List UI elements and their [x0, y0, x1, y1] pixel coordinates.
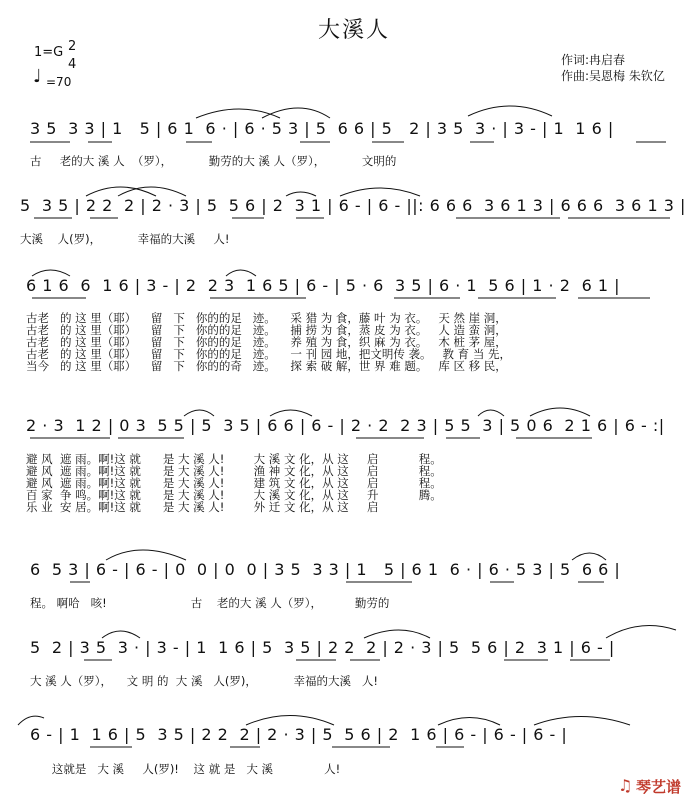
- slur-mark: [606, 626, 676, 639]
- lyricist-credit: 作词:冉启春: [561, 53, 626, 67]
- slur-mark: [438, 718, 500, 726]
- lyric-row-3-line-3: 古老 的 这 里（耶） 留 下 你的的足 迹。 养 殖 为 食，织 麻 为 衣。 木 桩 茅 屋，: [26, 335, 507, 349]
- notation-row-2: 5 3 5 | 2 2 2 | 2 · 3 | 5 5 6 | 2 3 1 | 6 - | 6 - ||: 6 6 6 3 6 1 3 | 6 6 6 3 6 1 3 |: [20, 196, 686, 215]
- slur-mark: [184, 410, 214, 416]
- notation-row-5: 6 5 3 | 6 - | 6 - | 0 0 | 0 0 | 3 5 3 3 | 1 5 | 6 1 6 · | 6 · 5 3 | 5 6 6 |: [30, 560, 621, 579]
- lyric-row-5-line-1: 程。 啊哈 咳! 古 老的大 溪 人（罗）， 勤劳的: [30, 596, 390, 610]
- lyric-row-3-line-5: 当今 的 这 里（耶） 留 下 你的的奇 迹。 探 索 破 解，世 界 难 题。 库 区 移 民，: [26, 359, 507, 373]
- time-signature-bottom: 4: [68, 57, 77, 72]
- slur-mark: [530, 408, 590, 416]
- slur-mark: [364, 630, 430, 638]
- lyric-row-4-line-2: 避 风 遮 雨。啊!这 就 是 大 溪 人! 渔 神 文 化，从 这 启 程。: [26, 464, 442, 478]
- notation-row-3: 6 1 6 6 1 6 | 3 - | 2 2 3 1 6 5 | 6 - | 5 · 6 3 5 | 6 · 1 5 6 | 1 · 2 6 1 |: [26, 276, 620, 295]
- lyric-row-3-line-2: 古老 的 这 里（耶） 留 下 你的的足 迹。 捕 捞 为 食，蒸 皮 为 衣。 人 造 蛮 洞，: [26, 323, 507, 337]
- notation-row-6: 5 2 | 3 5 3 · | 3 - | 1 1 6 | 5 3 5 | 2 2 2 | 2 · 3 | 5 5 6 | 2 3 1 | 6 - |: [30, 638, 615, 657]
- slur-mark: [246, 716, 334, 726]
- composer-credit: 作曲:吴恩梅 朱钦亿: [561, 69, 665, 83]
- slur-mark: [478, 410, 504, 416]
- notation-row-4: 2 · 3 1 2 | 0 3 5 5 | 5 3 5 | 6 6 | 6 - | 2 · 2 2 3 | 5 5 3 | 5 0 6 2 1 6 | 6 - :|: [26, 416, 665, 435]
- lyric-row-1-line-1: 古 老的大 溪 人 （罗）， 勤劳的大 溪 人（罗）， 文明的: [30, 154, 397, 168]
- time-signature-top: 2: [68, 39, 77, 54]
- slur-mark: [32, 270, 70, 276]
- song-title: 大溪人: [318, 18, 391, 43]
- lyric-row-4-line-1: 避 风 遮 雨。啊!这 就 是 大 溪 人! 大 溪 文 化，从 这 启 程。: [26, 452, 442, 466]
- slur-mark: [18, 716, 44, 725]
- site-watermark: 琴艺谱: [636, 778, 682, 796]
- lyric-row-2-line-1: 大溪 人(罗)， 幸福的大溪 人!: [20, 232, 230, 246]
- key-signature: 1=G: [34, 45, 64, 60]
- lyric-row-6-line-1: 大 溪 人（罗）， 文 明 的 大 溪 人(罗)， 幸福的大溪 人!: [30, 674, 379, 688]
- lyric-row-4-line-3: 避 风 遮 雨。啊!这 就 是 大 溪 人! 建 筑 文 化，从 这 启 程。: [26, 476, 442, 490]
- slur-mark: [106, 550, 186, 560]
- slur-mark: [270, 410, 312, 416]
- slur-mark: [102, 631, 140, 638]
- lyric-row-4-line-4: 百 家 争 鸣。啊!这 就 是 大 溪 人! 大 溪 文 化，从 这 升 腾。: [26, 488, 442, 502]
- watermark-logo-icon: ♫: [618, 776, 633, 795]
- lyric-row-3-line-4: 古老 的 这 里（耶） 留 下 你的的足 迹。 一 刊 园 地，把文明传 袭。 教 育 当 先，: [26, 347, 511, 361]
- slur-mark: [468, 106, 552, 116]
- slur-mark: [262, 108, 330, 118]
- slur-mark: [286, 192, 316, 196]
- quarter-note-icon: ♩: [33, 66, 42, 87]
- slur-mark: [572, 553, 606, 560]
- lyric-row-7-line-1: 这就是 大 溪 人(罗)! 这 就 是 大 溪 人!: [30, 762, 341, 776]
- slur-mark: [534, 717, 630, 726]
- slur-mark: [226, 270, 256, 276]
- notation-row-1: 3 5 3 3 | 1 5 | 6 1 6 · | 6 · 5 3 | 5 6 6 | 5 2 | 3 5 3 · | 3 - | 1 1 6 |: [30, 119, 614, 138]
- slur-mark: [196, 109, 280, 118]
- slur-mark: [340, 188, 420, 196]
- tempo-marking: =70: [46, 75, 72, 89]
- lyric-row-3-line-1: 古老 的 这 里（耶） 留 下 你的的足 迹。 采 猎 为 食，藤 叶 为 衣。 天 然 崖 洞，: [26, 311, 507, 325]
- lyric-row-4-line-5: 乐 业 安 居。啊!这 就 是 大 溪 人! 外 迁 文 化，从 这 启: [26, 500, 379, 514]
- notation-row-7: 6 - | 1 1 6 | 5 3 5 | 2 2 2 | 2 · 3 | 5 5 6 | 2 1 6 | 6 - | 6 - | 6 - |: [30, 725, 568, 744]
